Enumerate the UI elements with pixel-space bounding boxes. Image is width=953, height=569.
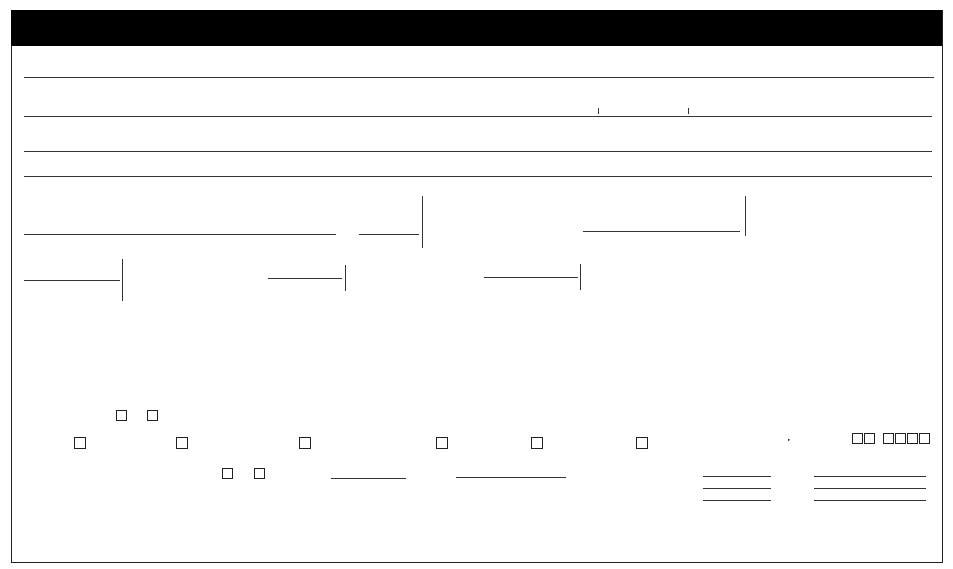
trabajo-si-checkbox[interactable] bbox=[116, 410, 127, 421]
s2-line-1 bbox=[24, 151, 932, 152]
oficio-si-checkbox[interactable] bbox=[222, 468, 233, 479]
cual-line[interactable] bbox=[331, 478, 406, 479]
cuil-separator bbox=[598, 108, 599, 114]
cuartos-line bbox=[24, 234, 336, 235]
agua-brace bbox=[122, 259, 123, 301]
header-line bbox=[24, 77, 934, 78]
oficio-no-checkbox[interactable] bbox=[254, 468, 265, 479]
codigo-line-4[interactable] bbox=[814, 500, 926, 501]
cuenta-propia-prof-checkbox[interactable] bbox=[176, 437, 188, 449]
bano-brace bbox=[580, 264, 581, 290]
materiales-brace bbox=[745, 196, 746, 236]
s2-line-2 bbox=[24, 176, 932, 177]
anio-digit-3[interactable] bbox=[907, 433, 918, 444]
anio-digit-4[interactable] bbox=[919, 433, 930, 444]
cuil-separator-2 bbox=[688, 108, 689, 114]
otra-ocupacion-line-2[interactable] bbox=[703, 488, 771, 489]
otra-ocupacion-line-3[interactable] bbox=[703, 500, 771, 501]
domestico-checkbox[interactable] bbox=[436, 437, 448, 449]
title-banner bbox=[11, 10, 942, 46]
obrero-checkbox[interactable] bbox=[636, 437, 648, 449]
materiales-line bbox=[583, 231, 740, 232]
codigo-line-2[interactable] bbox=[814, 476, 926, 477]
anio-digit-2[interactable] bbox=[895, 433, 906, 444]
s1-line bbox=[24, 116, 932, 117]
tipo-brace bbox=[422, 196, 423, 248]
trabajo-no-checkbox[interactable] bbox=[147, 410, 158, 421]
codigo-line-3[interactable] bbox=[814, 488, 926, 489]
form-frame bbox=[11, 10, 943, 563]
codigo-line-1[interactable] bbox=[456, 477, 566, 478]
mes-digit-1[interactable] bbox=[852, 433, 863, 444]
cuenta-propia-noprof-checkbox[interactable] bbox=[299, 437, 311, 449]
tiene-agua-line bbox=[268, 278, 342, 279]
tiene-agua-brace bbox=[345, 265, 346, 291]
otra-ocupacion-line-1[interactable] bbox=[703, 476, 771, 477]
fecha-cese-marker: ▸ bbox=[788, 438, 791, 443]
patron-checkbox[interactable] bbox=[74, 437, 86, 449]
mes-digit-2[interactable] bbox=[864, 433, 875, 444]
sin-salario-checkbox[interactable] bbox=[531, 437, 543, 449]
bano-line bbox=[484, 277, 578, 278]
anio-digit-1[interactable] bbox=[883, 433, 894, 444]
tipo-line bbox=[359, 234, 419, 235]
obtiene-agua-line bbox=[24, 280, 120, 281]
